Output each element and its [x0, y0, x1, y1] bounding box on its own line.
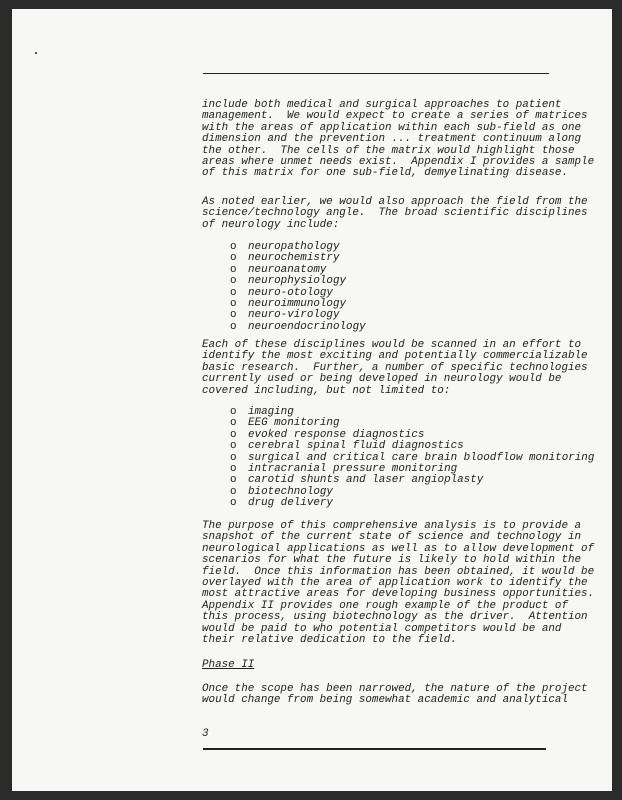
page-number: 3 — [202, 728, 209, 740]
text-line: Appendix II provides one rough example of the product of — [202, 599, 568, 612]
text-line: the other. The cells of the matrix would highlight those — [202, 144, 575, 157]
text-line: would change from being somewhat academic and analytical — [202, 694, 568, 707]
text-line: snapshot of the current state of science and technology in — [202, 531, 582, 544]
bullet-icon: o — [230, 275, 237, 288]
text-line: dimension and the prevention ... treatment continuum along — [202, 133, 582, 146]
bullet-icon: o — [230, 309, 237, 322]
text-line: covered including, but not limited to: — [202, 384, 451, 397]
bullet-icon: o — [230, 462, 237, 475]
text-line: with the areas of application within each sub-field as one — [202, 121, 582, 134]
text-line: areas where unmet needs exist. Appendix I provides a sample — [202, 155, 595, 168]
text-line: neurological applications as well as to allow development of — [202, 542, 595, 555]
bullet-icon: o — [230, 485, 237, 498]
list-item-text: carotid shunts and laser angioplasty — [248, 474, 484, 487]
text-line: basic research. Further, a number of specific technologies — [202, 361, 588, 374]
paragraph-5 — [202, 684, 588, 707]
list-item-text: evoked response diagnostics — [248, 428, 425, 441]
text-line: Each of these disciplines would be scanned in an effort to — [202, 339, 582, 351]
text-line: The purpose of this comprehensive analysis is to provide a — [202, 520, 582, 532]
text-line: management. We would expect to create a series of matrices — [202, 110, 588, 123]
text-line: science/technology angle. The broad scientific disciplines — [202, 207, 588, 220]
text-line: scenarios for what the future is likely to hold within the — [202, 554, 582, 567]
section-heading — [202, 660, 254, 671]
list-item-text: drug delivery — [248, 497, 333, 510]
text-line: most attractive areas for developing business opportunities. — [202, 588, 595, 601]
list-item-text: surgical and critical care brain bloodflow monitoring — [248, 451, 595, 464]
bullet-icon: o — [230, 320, 237, 333]
list-item-text: neuro-otology — [248, 286, 333, 299]
bullet-icon: o — [230, 286, 237, 299]
bullet-icon: o — [230, 252, 237, 265]
phase-ii-heading: Phase II — [202, 659, 255, 671]
top-rule — [203, 73, 549, 74]
text-line: include both medical and surgical approaches to patient — [202, 99, 562, 111]
list-item-text: neurochemistry — [248, 252, 340, 265]
disciplines-list — [202, 242, 366, 333]
list-item-text: EEG monitoring — [248, 417, 340, 430]
bullet-icon: o — [230, 406, 237, 418]
bullet-icon: o — [230, 474, 237, 487]
text-line: field. Once this information has been obtained, it would be — [202, 565, 595, 578]
text-line: Once the scope has been narrowed, the nature of the project — [202, 683, 588, 695]
list-item-text: intracranial pressure monitoring — [248, 462, 458, 475]
text-line: of neurology include: — [202, 218, 340, 231]
list-item-text: neuroanatomy — [248, 263, 327, 276]
list-item-text: neuropathology — [248, 241, 340, 253]
list-item — [202, 322, 366, 333]
bullet-icon: o — [230, 428, 237, 441]
bullet-icon: o — [230, 451, 237, 464]
bullet-icon: o — [230, 263, 237, 276]
list-item-text: neuro-virology — [248, 309, 340, 322]
text-line: of this matrix for one sub-field, demyelinating disease. — [202, 167, 568, 180]
list-item-text: biotechnology — [248, 485, 333, 498]
bullet-icon: o — [230, 497, 237, 510]
technologies-list — [202, 407, 594, 510]
list-item-text: cerebral spinal fluid diagnostics — [248, 440, 464, 453]
text-line: this process, using biotechnology as the driver. Attention — [202, 611, 588, 624]
list-item-text: neuroimmunology — [248, 297, 347, 310]
text-line: overlayed with the area of application work to identify the — [202, 576, 588, 589]
text-line: identify the most exciting and potentially commercializable — [202, 350, 588, 363]
scan-speck — [35, 52, 37, 54]
list-item-text: neuroendocrinology — [248, 320, 366, 333]
bottom-rule — [203, 748, 546, 750]
list-item-text: imaging — [248, 406, 294, 418]
text-line: currently used or being developed in neurology would be — [202, 373, 562, 386]
bullet-icon: o — [230, 297, 237, 310]
text-line: As noted earlier, we would also approach the field from the — [202, 196, 588, 208]
paragraph-4 — [202, 521, 594, 646]
text-line: their relative dedication to the field. — [202, 633, 457, 646]
bullet-icon: o — [230, 417, 237, 430]
bullet-icon: o — [230, 440, 237, 453]
paragraph-1 — [202, 100, 594, 180]
paragraph-2 — [202, 197, 588, 231]
list-item — [202, 498, 594, 509]
bullet-icon: o — [230, 241, 237, 253]
paragraph-3 — [202, 340, 588, 397]
text-line: would be paid to who potential competitors would be and — [202, 622, 562, 635]
list-item-text: neurophysiology — [248, 275, 347, 288]
